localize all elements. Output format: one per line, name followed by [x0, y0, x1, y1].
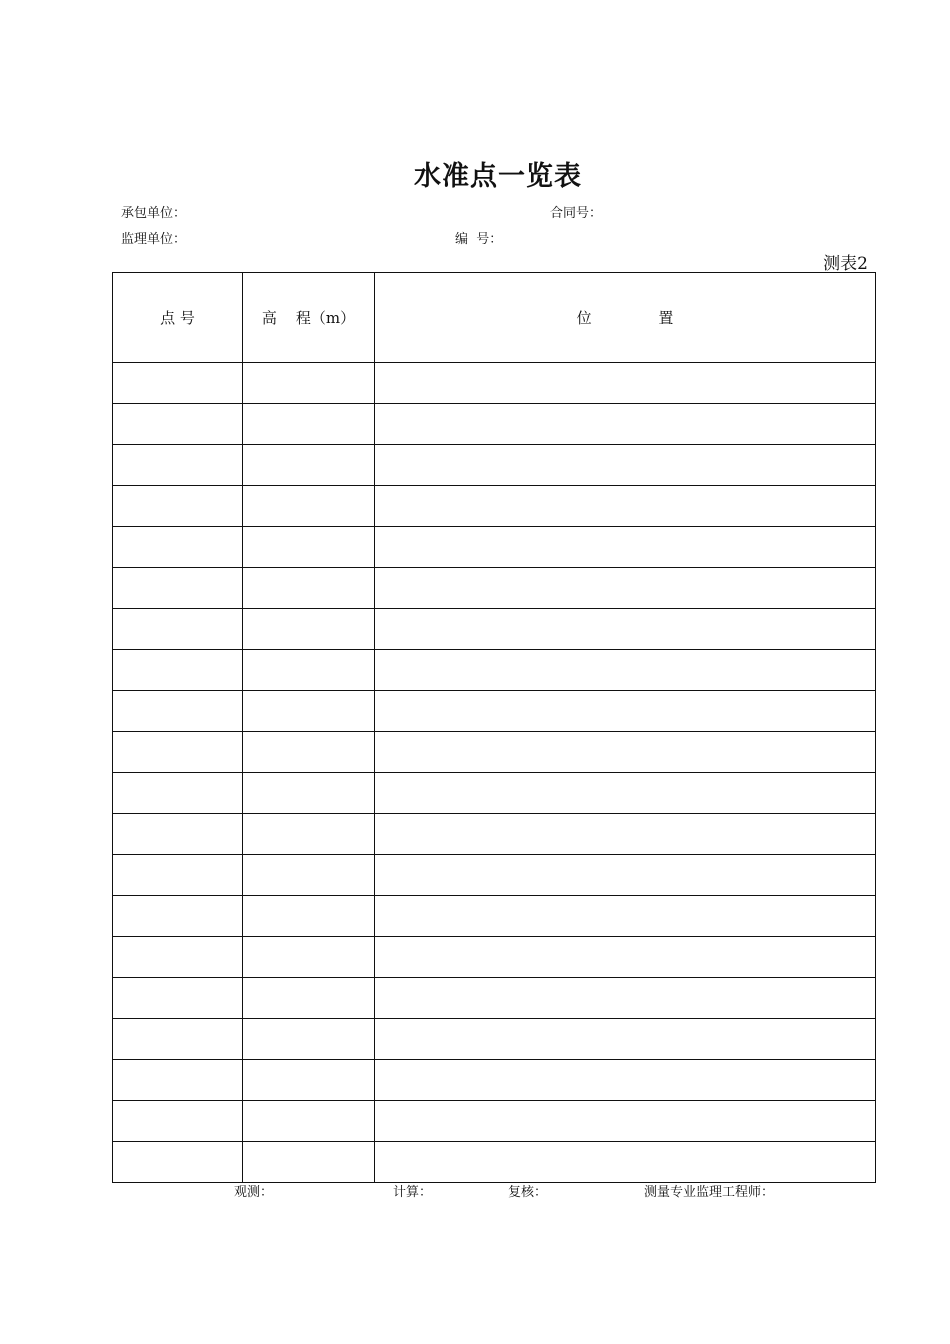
contract-no-label: 合同号：: [550, 206, 603, 221]
cell-point-no[interactable]: [113, 1060, 243, 1101]
contractor-label: 承包单位：: [121, 206, 187, 221]
cell-point-no[interactable]: [113, 1101, 243, 1142]
table-row: [113, 363, 876, 404]
header-point-no: 点 号: [113, 273, 243, 363]
cell-location[interactable]: [375, 1142, 876, 1183]
cell-location[interactable]: [375, 937, 876, 978]
cell-elevation[interactable]: [243, 814, 375, 855]
cell-location[interactable]: [375, 445, 876, 486]
cell-elevation[interactable]: [243, 486, 375, 527]
cell-location[interactable]: [375, 1060, 876, 1101]
cell-point-no[interactable]: [113, 814, 243, 855]
cell-elevation[interactable]: [243, 404, 375, 445]
cell-elevation[interactable]: [243, 568, 375, 609]
table-row: [113, 732, 876, 773]
cell-elevation[interactable]: [243, 855, 375, 896]
cell-elevation[interactable]: [243, 363, 375, 404]
cell-point-no[interactable]: [113, 855, 243, 896]
observer-label: 观测：: [234, 1185, 274, 1200]
cell-location[interactable]: [375, 527, 876, 568]
table-row: [113, 527, 876, 568]
cell-location[interactable]: [375, 732, 876, 773]
table-row: [113, 1019, 876, 1060]
cell-location[interactable]: [375, 404, 876, 445]
cell-point-no[interactable]: [113, 773, 243, 814]
cell-elevation[interactable]: [243, 1019, 375, 1060]
form-number: 测表2: [823, 254, 868, 274]
cell-location[interactable]: [375, 568, 876, 609]
cell-point-no[interactable]: [113, 978, 243, 1019]
benchmark-table: [112, 272, 876, 1183]
table-row: [113, 937, 876, 978]
cell-point-no[interactable]: [113, 937, 243, 978]
table-row: [113, 773, 876, 814]
table-row: [113, 568, 876, 609]
cell-point-no[interactable]: [113, 650, 243, 691]
cell-elevation[interactable]: [243, 650, 375, 691]
cell-point-no[interactable]: [113, 1142, 243, 1183]
cell-location[interactable]: [375, 1101, 876, 1142]
cell-location[interactable]: [375, 609, 876, 650]
cell-location[interactable]: [375, 486, 876, 527]
cell-elevation[interactable]: [243, 732, 375, 773]
cell-point-no[interactable]: [113, 404, 243, 445]
table-row: [113, 814, 876, 855]
header-elevation: 高 程（m）: [243, 273, 375, 363]
cell-elevation[interactable]: [243, 1101, 375, 1142]
cell-point-no[interactable]: [113, 363, 243, 404]
table-row: [113, 1101, 876, 1142]
cell-location[interactable]: [375, 1019, 876, 1060]
table-row: [113, 1142, 876, 1183]
serial-no-label: 编 号：: [455, 232, 503, 247]
cell-elevation[interactable]: [243, 1142, 375, 1183]
table-row: [113, 650, 876, 691]
cell-location[interactable]: [375, 855, 876, 896]
cell-location[interactable]: [375, 363, 876, 404]
cell-point-no[interactable]: [113, 896, 243, 937]
table-row: [113, 404, 876, 445]
table-row: [113, 855, 876, 896]
cell-location[interactable]: [375, 814, 876, 855]
calculation-label: 计算：: [393, 1185, 433, 1200]
cell-point-no[interactable]: [113, 486, 243, 527]
header-location: 位 置: [375, 273, 876, 363]
page-title: 水准点一览表: [414, 161, 582, 192]
cell-point-no[interactable]: [113, 691, 243, 732]
cell-point-no[interactable]: [113, 609, 243, 650]
cell-location[interactable]: [375, 896, 876, 937]
cell-elevation[interactable]: [243, 1060, 375, 1101]
table-row: [113, 609, 876, 650]
cell-elevation[interactable]: [243, 978, 375, 1019]
table-row: [113, 978, 876, 1019]
table-body: [113, 363, 876, 1183]
table-row: [113, 445, 876, 486]
cell-elevation[interactable]: [243, 896, 375, 937]
cell-elevation[interactable]: [243, 445, 375, 486]
review-label: 复核：: [508, 1185, 548, 1200]
table-row: [113, 1060, 876, 1101]
engineer-label: 测量专业监理工程师：: [644, 1185, 775, 1200]
cell-point-no[interactable]: [113, 568, 243, 609]
cell-location[interactable]: [375, 978, 876, 1019]
cell-location[interactable]: [375, 691, 876, 732]
cell-elevation[interactable]: [243, 937, 375, 978]
cell-point-no[interactable]: [113, 527, 243, 568]
table-row: [113, 896, 876, 937]
cell-point-no[interactable]: [113, 732, 243, 773]
cell-elevation[interactable]: [243, 773, 375, 814]
cell-point-no[interactable]: [113, 1019, 243, 1060]
cell-elevation[interactable]: [243, 609, 375, 650]
cell-point-no[interactable]: [113, 445, 243, 486]
table-row: [113, 691, 876, 732]
supervisor-label: 监理单位：: [121, 232, 187, 247]
cell-elevation[interactable]: [243, 527, 375, 568]
table-row: [113, 486, 876, 527]
cell-location[interactable]: [375, 773, 876, 814]
table-header-row: [113, 273, 876, 363]
cell-elevation[interactable]: [243, 691, 375, 732]
cell-location[interactable]: [375, 650, 876, 691]
